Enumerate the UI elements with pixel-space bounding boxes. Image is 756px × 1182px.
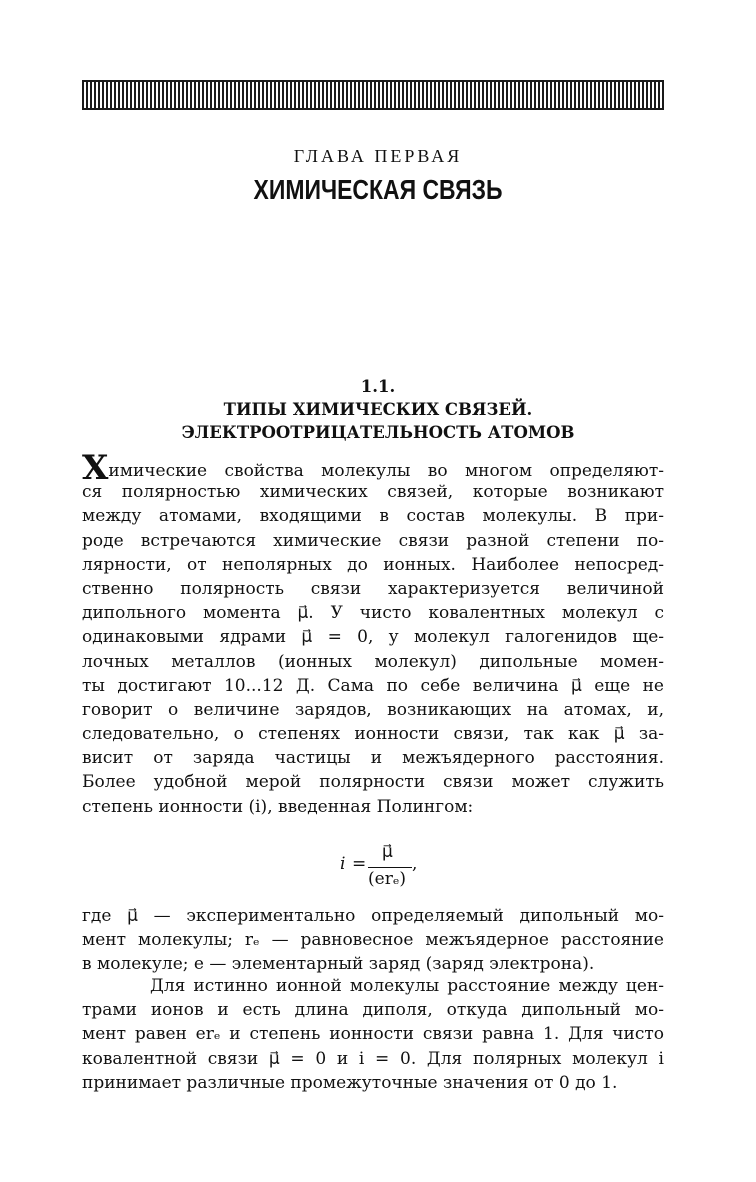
text-line: висит от заряда частицы и межъядерного расстояния. (82, 748, 664, 769)
text-line: принимает различные промежуточные значения от 0 до 1. (82, 1072, 618, 1093)
chapter-ornament-bar (82, 80, 664, 110)
text-line: трами ионов и есть длина диполя, откуда дипольный мо- (82, 1000, 664, 1021)
formula-denominator: (erₑ) (368, 869, 407, 889)
section-title-line-2: ЭЛЕКТРООТРИЦАТЕЛЬНОСТЬ АТОМОВ (181, 423, 575, 442)
ionicity-formula (0, 842, 756, 892)
text-line: мент молекулы; rₑ — равновесное межъядерное расстояние (82, 930, 664, 951)
text-line: Для истинно ионной молекулы расстояние между цен- (150, 976, 664, 996)
formula-equals: = (352, 854, 367, 874)
paragraph-3 (82, 974, 664, 1095)
text-line: ты достигают 10...12 Д. Сама по себе величина μ⃗ еще не (82, 675, 664, 696)
paragraph-1 (82, 448, 664, 819)
chapter-label: ГЛАВА ПЕРВАЯ (293, 146, 463, 166)
text-line: Более удобной мерой полярности связи может служить (82, 772, 664, 793)
text-line: говорит о величине зарядов, возникающих на атомах, и, (82, 699, 664, 720)
text-line: одинаковыми ядрами μ⃗ = 0, у молекул галогенидов ще- (82, 627, 664, 648)
section-heading (0, 375, 756, 444)
text-line: мент равен erₑ и степень ионности связи равна 1. Для чисто (82, 1024, 664, 1045)
text-line: степень ионности (i), введенная Полингом: (82, 796, 474, 817)
text-line: ковалентной связи μ⃗ = 0 и i = 0. Для полярных молекул i (82, 1048, 664, 1069)
text-line: Химические свойства молекулы во многом определяют- (82, 448, 664, 488)
formula-lhs: i (340, 854, 346, 874)
formula-comma: , (412, 854, 418, 874)
text-line: роде встречаются химические связи разной степени по- (82, 530, 664, 551)
text-line: в молекуле; e — элементарный заряд (заряд электрона). (82, 954, 595, 975)
text-line: следовательно, о степенях ионности связи, так как μ⃗ за- (82, 724, 664, 745)
text-line: ственно полярность связи характеризуется величиной (82, 578, 664, 599)
paragraph-2 (82, 904, 664, 977)
text-line: ся полярностью химических связей, которые возникают (82, 482, 664, 503)
chapter-title: ХИМИЧЕСКАЯ СВЯЗЬ (253, 174, 503, 205)
formula-numerator: μ⃗ (382, 842, 393, 862)
drop-cap: Х (82, 448, 109, 488)
text-line: между атомами, входящими в состав молекулы. В при- (82, 506, 664, 527)
section-number: 1.1. (360, 377, 396, 396)
section-title-line-1: ТИПЫ ХИМИЧЕСКИХ СВЯЗЕЙ. (223, 400, 533, 419)
text-line: лярности, от неполярных до ионных. Наиболее непосред- (82, 554, 664, 575)
text-line: дипольного момента μ⃗. У чисто ковалентных молекул с (82, 603, 664, 624)
text-line: где μ⃗ — экспериментально определяемый дипольный мо- (82, 906, 664, 926)
text-line: лочных металлов (ионных молекул) дипольные момен- (82, 651, 664, 672)
